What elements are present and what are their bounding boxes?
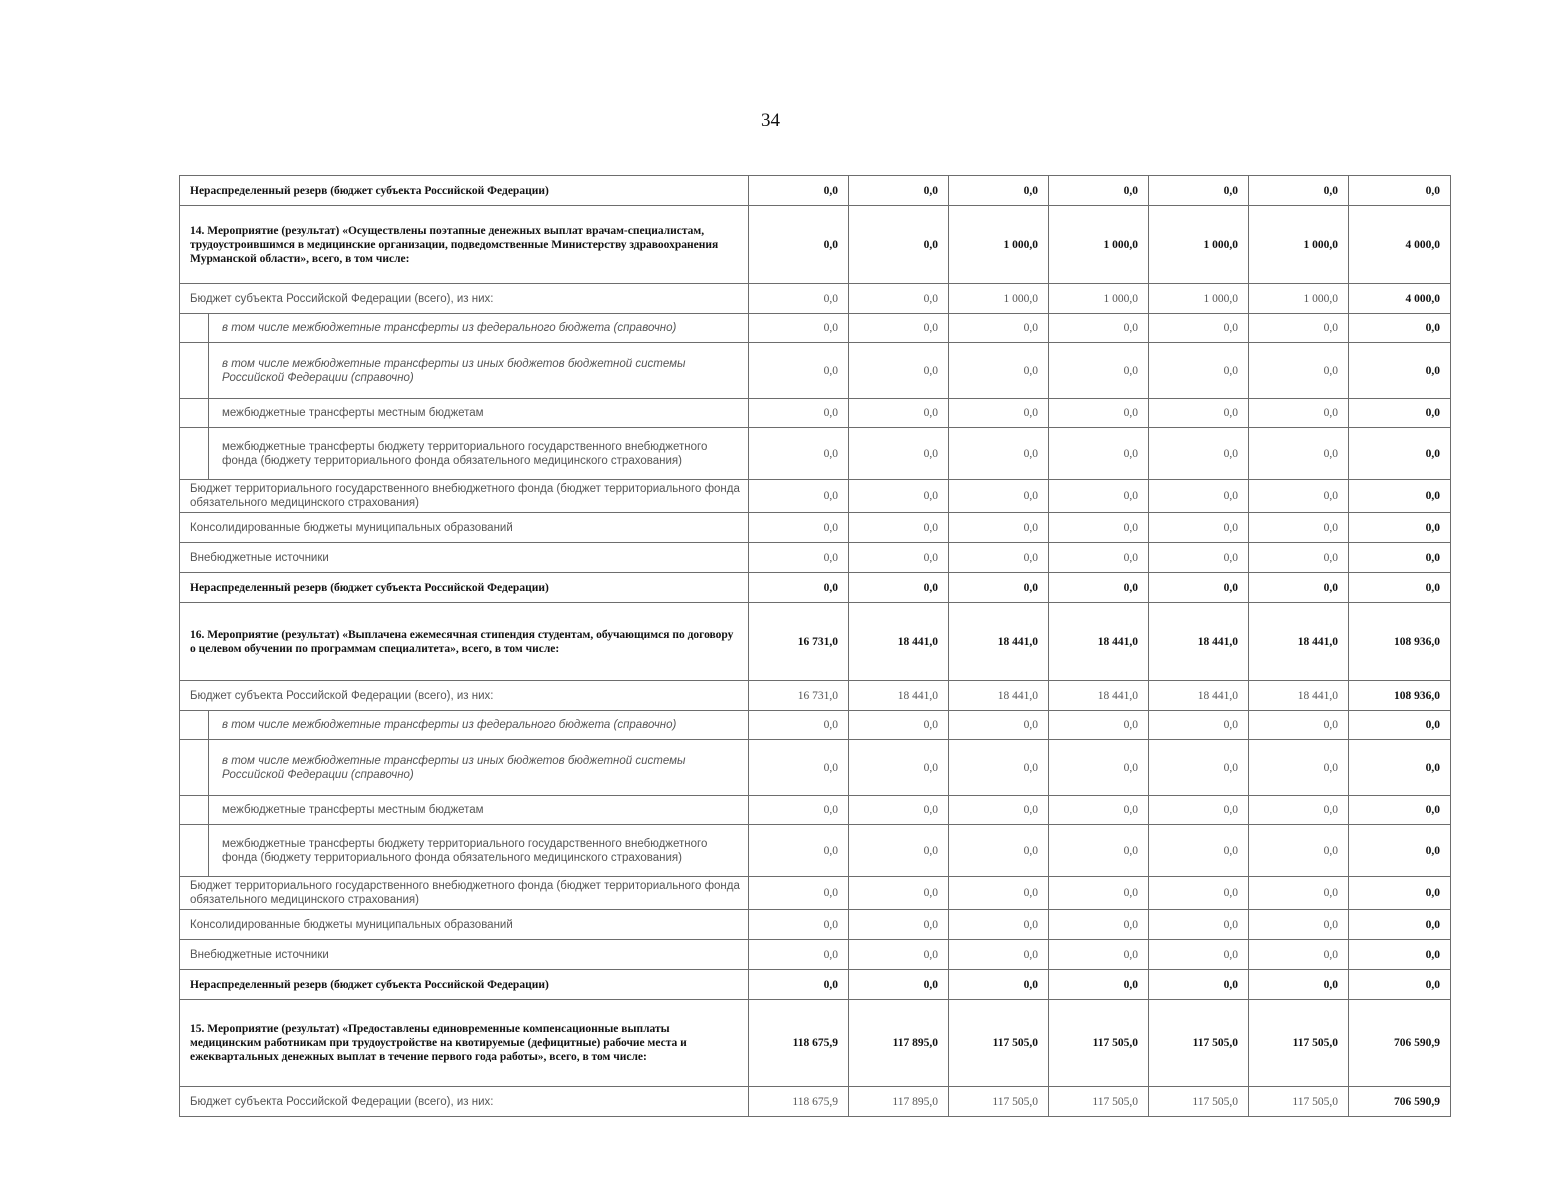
year-value: 118 675,9 (749, 1087, 849, 1117)
total-value: 0,0 (1349, 480, 1451, 513)
row-label: в том числе межбюджетные трансферты из иных бюджетов бюджетной системы Российской Федерации (справочно) (180, 343, 749, 399)
row-label: Бюджет субъекта Российской Федерации (всего), из них: (180, 284, 749, 314)
year-value: 0,0 (1149, 343, 1249, 399)
year-value: 0,0 (949, 513, 1049, 543)
total-value: 0,0 (1349, 740, 1451, 796)
year-value: 0,0 (949, 740, 1049, 796)
year-value: 0,0 (1049, 428, 1149, 480)
table-row (180, 513, 1451, 543)
total-value: 0,0 (1349, 910, 1451, 940)
year-value: 18 441,0 (1149, 681, 1249, 711)
year-value: 1 000,0 (1249, 284, 1349, 314)
year-value: 0,0 (1049, 796, 1149, 825)
row-label: в том числе межбюджетные трансферты из иных бюджетов бюджетной системы Российской Федерации (справочно) (180, 740, 749, 796)
year-value: 0,0 (1149, 480, 1249, 513)
year-value: 0,0 (749, 910, 849, 940)
year-value: 0,0 (949, 796, 1049, 825)
year-value: 0,0 (1149, 796, 1249, 825)
row-label: межбюджетные трансферты бюджету территориального государственного внебюджетного фонда (бюджету территориального фонда обязательного медицинского страхования) (180, 428, 749, 480)
table-row (180, 940, 1451, 970)
row-label: Нераспределенный резерв (бюджет субъекта Российской Федерации) (180, 970, 749, 1000)
year-value: 1 000,0 (1249, 206, 1349, 284)
year-value: 0,0 (1249, 480, 1349, 513)
row-label: Нераспределенный резерв (бюджет субъекта Российской Федерации) (180, 176, 749, 206)
year-value: 0,0 (849, 543, 949, 573)
year-value: 0,0 (849, 573, 949, 603)
year-value: 0,0 (1249, 940, 1349, 970)
year-value: 0,0 (1049, 940, 1149, 970)
table-row (180, 176, 1451, 206)
table-row (180, 910, 1451, 940)
table-row (180, 970, 1451, 1000)
year-value: 0,0 (1049, 877, 1149, 910)
year-value: 0,0 (1149, 740, 1249, 796)
year-value: 0,0 (1149, 711, 1249, 740)
year-value: 0,0 (1249, 877, 1349, 910)
year-value: 0,0 (1049, 740, 1149, 796)
year-value: 0,0 (1049, 343, 1149, 399)
year-value: 0,0 (749, 399, 849, 428)
year-value: 0,0 (949, 176, 1049, 206)
row-label: в том числе межбюджетные трансферты из федерального бюджета (справочно) (180, 711, 749, 740)
year-value: 0,0 (949, 970, 1049, 1000)
year-value: 0,0 (949, 399, 1049, 428)
year-value: 0,0 (1249, 428, 1349, 480)
year-value: 117 505,0 (1249, 1000, 1349, 1087)
year-value: 18 441,0 (1249, 603, 1349, 681)
row-label: Внебюджетные источники (180, 940, 749, 970)
year-value: 0,0 (849, 910, 949, 940)
year-value: 1 000,0 (1049, 284, 1149, 314)
year-value: 18 441,0 (949, 603, 1049, 681)
year-value: 0,0 (749, 206, 849, 284)
year-value: 0,0 (1149, 399, 1249, 428)
year-value: 0,0 (1249, 314, 1349, 343)
row-label: Консолидированные бюджеты муниципальных образований (180, 513, 749, 543)
year-value: 0,0 (1149, 877, 1249, 910)
row-label: межбюджетные трансферты бюджету территориального государственного внебюджетного фонда (бюджету территориального фонда обязательного медицинского страхования) (180, 825, 749, 877)
year-value: 117 505,0 (1149, 1087, 1249, 1117)
year-value: 16 731,0 (749, 603, 849, 681)
year-value: 0,0 (1149, 573, 1249, 603)
year-value: 0,0 (1049, 176, 1149, 206)
year-value: 0,0 (1149, 314, 1249, 343)
table-row (180, 1087, 1451, 1117)
year-value: 0,0 (1149, 428, 1249, 480)
year-value: 0,0 (1249, 910, 1349, 940)
year-value: 0,0 (1149, 940, 1249, 970)
year-value: 0,0 (1249, 176, 1349, 206)
year-value: 0,0 (1249, 970, 1349, 1000)
total-value: 0,0 (1349, 796, 1451, 825)
year-value: 117 505,0 (1049, 1087, 1149, 1117)
year-value: 0,0 (849, 428, 949, 480)
year-value: 0,0 (849, 314, 949, 343)
total-value: 0,0 (1349, 825, 1451, 877)
year-value: 18 441,0 (849, 681, 949, 711)
year-value: 0,0 (749, 711, 849, 740)
row-label: 14. Мероприятие (результат) «Осуществлены поэтапные денежных выплат врачам-специалистам, трудоустроившимся в медицинские организации, подведомственные Министерству здравоохранения Мурманской области», всего, в том числе: (180, 206, 749, 284)
table-row (180, 343, 1451, 399)
year-value: 0,0 (1049, 513, 1149, 543)
total-value: 4 000,0 (1349, 284, 1451, 314)
total-value: 706 590,9 (1349, 1000, 1451, 1087)
year-value: 117 505,0 (1249, 1087, 1349, 1117)
total-value: 0,0 (1349, 513, 1451, 543)
year-value: 18 441,0 (849, 603, 949, 681)
year-value: 0,0 (949, 428, 1049, 480)
year-value: 0,0 (1049, 480, 1149, 513)
table-row (180, 877, 1451, 910)
year-value: 0,0 (749, 877, 849, 910)
year-value: 0,0 (1149, 970, 1249, 1000)
table-row (180, 825, 1451, 877)
year-value: 0,0 (849, 711, 949, 740)
total-value: 0,0 (1349, 314, 1451, 343)
total-value: 108 936,0 (1349, 603, 1451, 681)
year-value: 0,0 (1149, 910, 1249, 940)
row-label: межбюджетные трансферты местным бюджетам (180, 796, 749, 825)
year-value: 0,0 (849, 399, 949, 428)
total-value: 0,0 (1349, 176, 1451, 206)
table-row (180, 740, 1451, 796)
table-row (180, 1000, 1451, 1087)
year-value: 0,0 (949, 543, 1049, 573)
total-value: 0,0 (1349, 428, 1451, 480)
year-value: 0,0 (1049, 910, 1149, 940)
year-value: 0,0 (749, 740, 849, 796)
year-value: 0,0 (849, 877, 949, 910)
year-value: 0,0 (749, 480, 849, 513)
row-label: Бюджет территориального государственного внебюджетного фонда (бюджет территориального фонда обязательного медицинского страхования) (180, 480, 749, 513)
table-row (180, 711, 1451, 740)
year-value: 0,0 (1049, 970, 1149, 1000)
year-value: 0,0 (1249, 711, 1349, 740)
year-value: 16 731,0 (749, 681, 849, 711)
year-value: 0,0 (849, 480, 949, 513)
year-value: 0,0 (1249, 796, 1349, 825)
year-value: 1 000,0 (1049, 206, 1149, 284)
year-value: 0,0 (749, 284, 849, 314)
table-row (180, 603, 1451, 681)
table-row (180, 399, 1451, 428)
year-value: 0,0 (849, 284, 949, 314)
row-label: в том числе межбюджетные трансферты из федерального бюджета (справочно) (180, 314, 749, 343)
year-value: 0,0 (749, 513, 849, 543)
year-value: 117 895,0 (849, 1087, 949, 1117)
year-value: 0,0 (1049, 543, 1149, 573)
year-value: 0,0 (949, 314, 1049, 343)
row-label: Бюджет субъекта Российской Федерации (всего), из них: (180, 681, 749, 711)
year-value: 0,0 (1249, 513, 1349, 543)
year-value: 0,0 (949, 343, 1049, 399)
total-value: 0,0 (1349, 970, 1451, 1000)
year-value: 0,0 (1249, 343, 1349, 399)
year-value: 0,0 (1049, 825, 1149, 877)
year-value: 0,0 (949, 480, 1049, 513)
year-value: 0,0 (949, 910, 1049, 940)
row-label: Бюджет территориального государственного внебюджетного фонда (бюджет территориального фонда обязательного медицинского страхования) (180, 877, 749, 910)
year-value: 0,0 (1149, 176, 1249, 206)
year-value: 0,0 (849, 940, 949, 970)
table-row (180, 480, 1451, 513)
total-value: 706 590,9 (1349, 1087, 1451, 1117)
year-value: 0,0 (1149, 513, 1249, 543)
year-value: 1 000,0 (1149, 284, 1249, 314)
year-value: 0,0 (949, 940, 1049, 970)
year-value: 0,0 (849, 176, 949, 206)
year-value: 0,0 (1149, 825, 1249, 877)
year-value: 0,0 (849, 740, 949, 796)
year-value: 0,0 (849, 970, 949, 1000)
year-value: 0,0 (949, 825, 1049, 877)
year-value: 0,0 (1049, 573, 1149, 603)
year-value: 117 505,0 (1049, 1000, 1149, 1087)
year-value: 0,0 (1249, 399, 1349, 428)
year-value: 0,0 (749, 940, 849, 970)
year-value: 0,0 (1049, 314, 1149, 343)
total-value: 0,0 (1349, 399, 1451, 428)
year-value: 18 441,0 (1049, 603, 1149, 681)
table-row (180, 543, 1451, 573)
year-value: 0,0 (1149, 543, 1249, 573)
table-row (180, 796, 1451, 825)
year-value: 0,0 (849, 513, 949, 543)
year-value: 0,0 (849, 796, 949, 825)
table-row (180, 681, 1451, 711)
year-value: 0,0 (1249, 825, 1349, 877)
total-value: 108 936,0 (1349, 681, 1451, 711)
year-value: 0,0 (1049, 711, 1149, 740)
row-label: Консолидированные бюджеты муниципальных образований (180, 910, 749, 940)
year-value: 0,0 (749, 796, 849, 825)
year-value: 117 505,0 (949, 1087, 1049, 1117)
row-label: Нераспределенный резерв (бюджет субъекта Российской Федерации) (180, 573, 749, 603)
table-row (180, 284, 1451, 314)
total-value: 0,0 (1349, 543, 1451, 573)
total-value: 4 000,0 (1349, 206, 1451, 284)
row-label: Внебюджетные источники (180, 543, 749, 573)
year-value: 117 895,0 (849, 1000, 949, 1087)
year-value: 117 505,0 (1149, 1000, 1249, 1087)
total-value: 0,0 (1349, 940, 1451, 970)
page-number: 34 (761, 110, 780, 131)
year-value: 0,0 (1249, 573, 1349, 603)
year-value: 0,0 (749, 176, 849, 206)
year-value: 18 441,0 (1249, 681, 1349, 711)
year-value: 1 000,0 (1149, 206, 1249, 284)
table-row (180, 206, 1451, 284)
year-value: 0,0 (749, 543, 849, 573)
total-value: 0,0 (1349, 343, 1451, 399)
year-value: 0,0 (1249, 543, 1349, 573)
budget-table (179, 175, 1451, 1117)
year-value: 0,0 (1049, 399, 1149, 428)
row-label: 15. Мероприятие (результат) «Предоставлены единовременные компенсационные выплаты медицинским работникам при трудоустройстве на квотируемые (дефицитные) рабочие места и ежеквартальных денежных выплат в течение первого года работы», всего, в том числе: (180, 1000, 749, 1087)
year-value: 0,0 (749, 428, 849, 480)
year-value: 0,0 (949, 711, 1049, 740)
row-label: Бюджет субъекта Российской Федерации (всего), из них: (180, 1087, 749, 1117)
row-label: 16. Мероприятие (результат) «Выплачена ежемесячная стипендия студентам, обучающимся по договору о целевом обучении по программам специалитета», всего, в том числе: (180, 603, 749, 681)
year-value: 0,0 (849, 206, 949, 284)
year-value: 0,0 (749, 314, 849, 343)
year-value: 0,0 (849, 825, 949, 877)
year-value: 18 441,0 (1149, 603, 1249, 681)
year-value: 0,0 (1249, 740, 1349, 796)
year-value: 0,0 (849, 343, 949, 399)
table-row (180, 428, 1451, 480)
year-value: 0,0 (949, 573, 1049, 603)
year-value: 18 441,0 (1049, 681, 1149, 711)
table-row (180, 314, 1451, 343)
year-value: 118 675,9 (749, 1000, 849, 1087)
year-value: 0,0 (949, 877, 1049, 910)
year-value: 1 000,0 (949, 206, 1049, 284)
year-value: 18 441,0 (949, 681, 1049, 711)
year-value: 0,0 (749, 573, 849, 603)
total-value: 0,0 (1349, 573, 1451, 603)
table-row (180, 573, 1451, 603)
year-value: 1 000,0 (949, 284, 1049, 314)
total-value: 0,0 (1349, 877, 1451, 910)
year-value: 0,0 (749, 825, 849, 877)
year-value: 0,0 (749, 343, 849, 399)
row-label: межбюджетные трансферты местным бюджетам (180, 399, 749, 428)
total-value: 0,0 (1349, 711, 1451, 740)
year-value: 117 505,0 (949, 1000, 1049, 1087)
year-value: 0,0 (749, 970, 849, 1000)
